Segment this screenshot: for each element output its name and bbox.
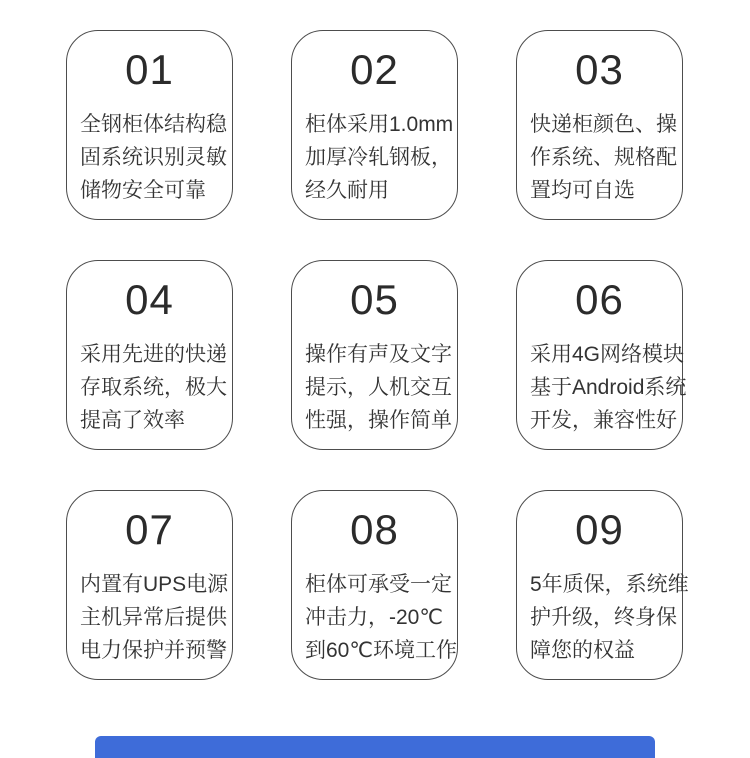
card-text-line: 柜体采用1.0mm <box>305 113 454 136</box>
card-number: 03 <box>575 46 624 93</box>
feature-card-08 <box>291 490 458 680</box>
card-text <box>67 568 232 667</box>
card-text-line: 储物安全可靠 <box>80 179 206 202</box>
card-text-line: 作系统、规格配 <box>530 146 677 169</box>
card-text <box>67 108 232 207</box>
card-text-line: 主机异常后提供 <box>80 606 227 629</box>
card-text-line: 快递柜颜色、操 <box>530 113 677 136</box>
card-number: 02 <box>350 46 399 93</box>
card-text-line: 采用4G网络模块 <box>530 343 685 366</box>
feature-cards-grid <box>66 30 689 680</box>
card-text-line: 柜体可承受一定 <box>305 573 452 596</box>
card-text-line: 经久耐用 <box>305 179 389 202</box>
card-text-line: 固系统识别灵敏 <box>80 146 227 169</box>
card-text-line: 到60℃环境工作 <box>305 639 457 662</box>
card-text-line: 全钢柜体结构稳 <box>80 113 227 136</box>
card-text-line: 冲击力，-20℃ <box>305 606 443 629</box>
card-text-line: 存取系统，极大 <box>80 376 227 399</box>
card-text-line: 5年质保，系统维 <box>530 573 689 596</box>
feature-card-09 <box>516 490 689 680</box>
card-number: 09 <box>575 506 624 553</box>
feature-card-03 <box>516 30 683 220</box>
card-number: 07 <box>125 506 174 553</box>
card-text-line: 置均可自选 <box>530 179 635 202</box>
card-text <box>292 338 457 437</box>
card-number: 01 <box>125 46 174 93</box>
card-number: 05 <box>350 276 399 323</box>
feature-card-06 <box>516 260 687 450</box>
card-text-line: 内置有UPS电源 <box>80 573 229 596</box>
section-accent-bar <box>95 736 655 758</box>
card-text-line: 提高了效率 <box>80 409 185 432</box>
card-text-line: 电力保护并预警 <box>80 639 227 662</box>
card-text <box>67 338 232 437</box>
feature-card-02 <box>291 30 458 220</box>
card-text <box>292 108 457 207</box>
card-number: 06 <box>575 276 624 323</box>
card-number: 04 <box>125 276 174 323</box>
card-text-line: 基于Android系统 <box>530 376 687 399</box>
card-text <box>517 108 682 207</box>
feature-card-05 <box>291 260 458 450</box>
feature-card-04 <box>66 260 233 450</box>
card-number: 08 <box>350 506 399 553</box>
card-text-line: 加厚冷轧钢板， <box>305 146 452 169</box>
card-text-line: 护升级，终身保 <box>530 606 677 629</box>
card-text-line: 提示，人机交互 <box>305 376 452 399</box>
card-text <box>517 338 687 437</box>
card-text-line: 采用先进的快递 <box>80 343 227 366</box>
card-text-line: 障您的权益 <box>530 639 635 662</box>
feature-card-07 <box>66 490 233 680</box>
card-text <box>517 568 689 667</box>
feature-card-01 <box>66 30 233 220</box>
card-text <box>292 568 457 667</box>
card-text-line: 开发，兼容性好 <box>530 409 677 432</box>
card-text-line: 操作有声及文字 <box>305 343 452 366</box>
card-text-line: 性强，操作简单 <box>305 409 452 432</box>
